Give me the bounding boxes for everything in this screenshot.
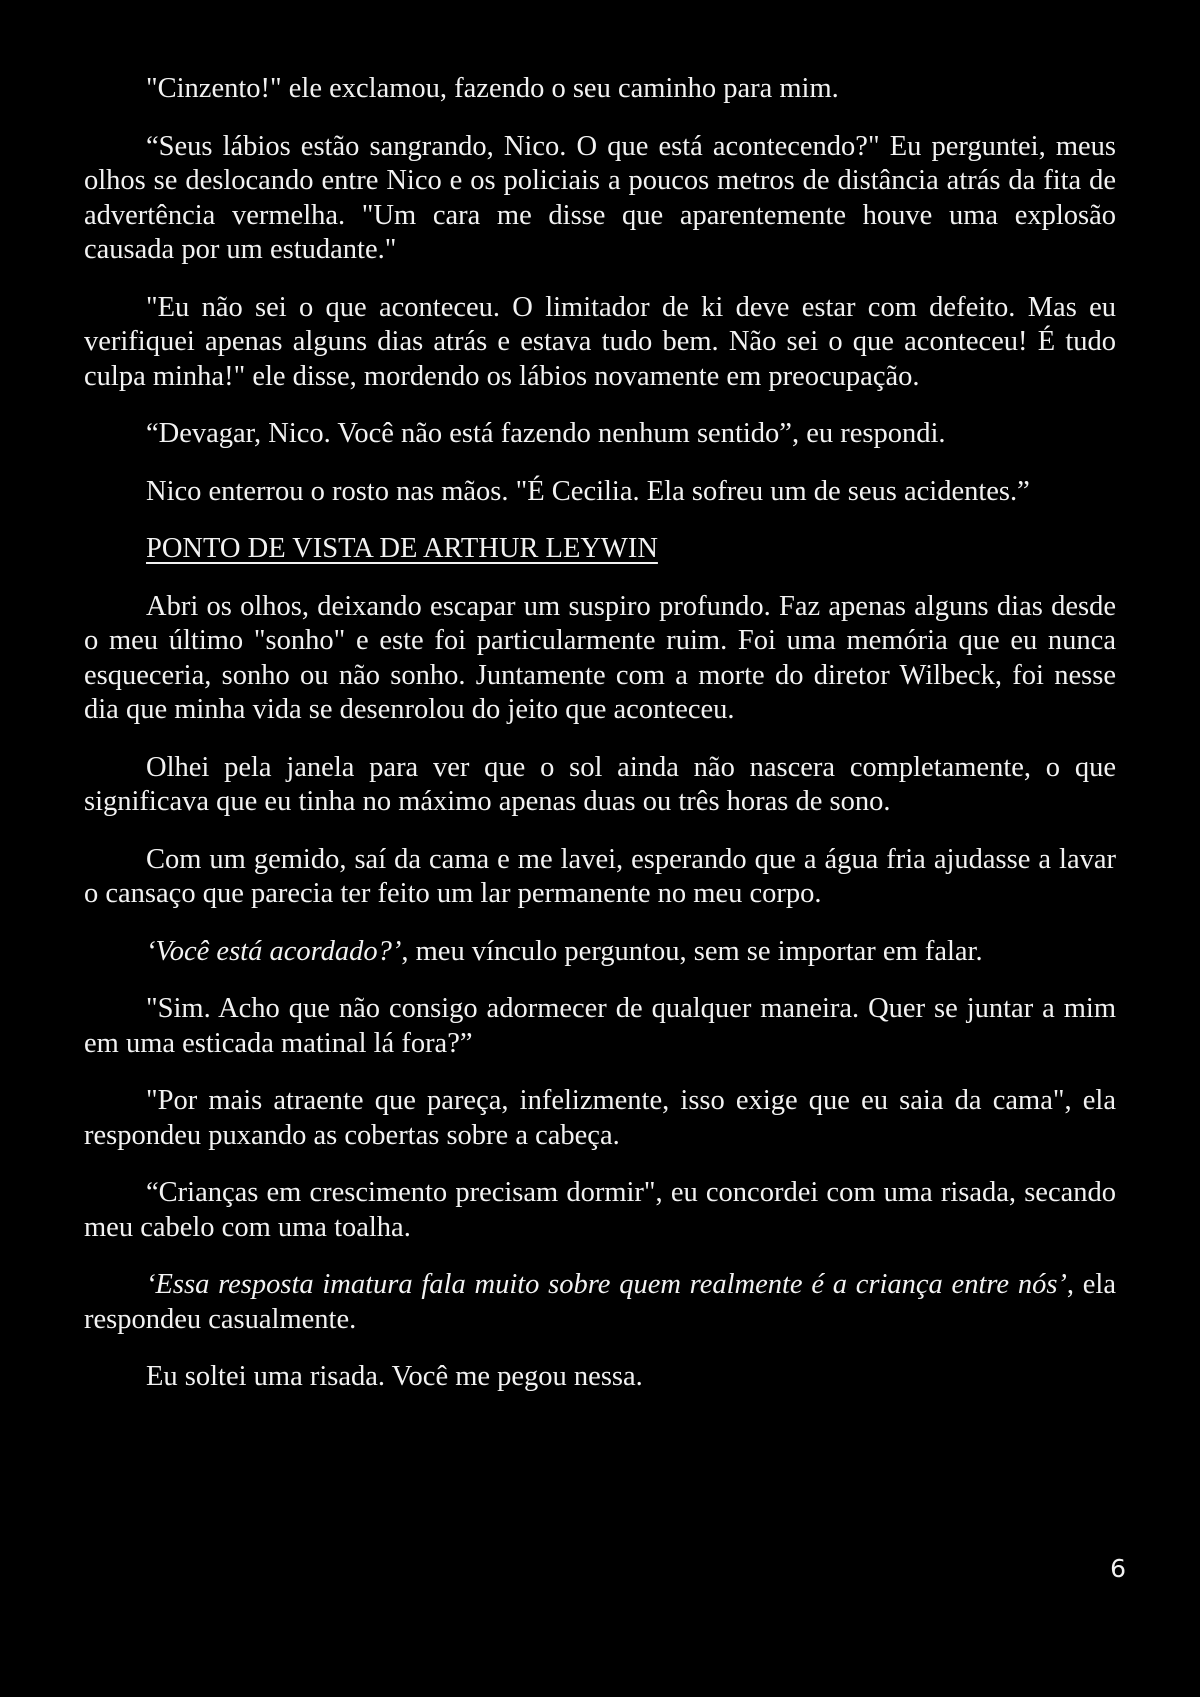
paragraph-1: "Cinzento!" ele exclamou, fazendo o seu caminho para mim. — [146, 73, 839, 104]
paragraph-10: "Sim. Acho que não consigo adormecer de qualquer maneira. Quer se juntar a mim em uma esticada matinal lá fora?” — [84, 993, 1116, 1059]
paragraph-9 — [84, 935, 1116, 970]
document-page — [84, 72, 1116, 1418]
narration-text: , ela respondeu casualmente. — [84, 1269, 1117, 1335]
paragraph-5: Nico enterrou o rosto nas mãos. "É Cecilia. Ela sofreu um de seus acidentes.” — [146, 475, 1030, 507]
telepathy-text: ‘Você está acordado?’ — [146, 935, 402, 967]
page-number: 6 — [1110, 1554, 1126, 1583]
paragraph-11: "Por mais atraente que pareça, infelizmente, isso exige que eu saia da cama", ela respondeu puxando as cobertas sobre a cabeça. — [84, 1085, 1116, 1151]
paragraph-2: “Seus lábios estão sangrando, Nico. O que está acontecendo?" Eu perguntei, meus olhos se deslocando entre Nico e os policiais a poucos metros de distância atrás da fita de advertência vermelha. "Um cara me disse que aparentemente houve uma explosão causada por um estudante." — [84, 130, 1116, 265]
narration-text: , meu vínculo perguntou, sem se importar em falar. — [401, 935, 983, 967]
paragraph-7: Olhei pela janela para ver que o sol ainda não nascera completamente, o que significava que eu tinha no máximo apenas duas ou três horas de sono. — [84, 751, 1116, 817]
paragraph-13 — [84, 1268, 1116, 1337]
paragraph-12: “Crianças em crescimento precisam dormir", eu concordei com uma risada, secando meu cabelo com uma toalha. — [84, 1177, 1116, 1243]
paragraph-3: "Eu não sei o que aconteceu. O limitador de ki deve estar com defeito. Mas eu verifiquei apenas alguns dias atrás e estava tudo bem. Não sei o que aconteceu! É tudo culpa minha!" ele disse, mordendo os lábios novamente em preocupação. — [84, 291, 1116, 392]
paragraph-8: Com um gemido, saí da cama e me lavei, esperando que a água fria ajudasse a lavar o cansaço que parecia ter feito um lar permanente no meu corpo. — [84, 843, 1116, 909]
paragraph-4: “Devagar, Nico. Você não está fazendo nenhum sentido”, eu respondi. — [146, 418, 946, 449]
paragraph-6: Abri os olhos, deixando escapar um suspiro profundo. Faz apenas alguns dias desde o meu último "sonho" e este foi particularmente ruim. Foi uma memória que eu nunca esqueceria, sonho ou não sonho. Juntamente com a morte do diretor Wilbeck, foi nesse dia que minha vida se desenrolou do jeito que aconteceu. — [84, 590, 1116, 725]
telepathy-text: ‘Essa resposta imatura fala muito sobre quem realmente é a criança entre nós’ — [146, 1269, 1067, 1300]
paragraph-14: Eu soltei uma risada. Você me pegou nessa. — [146, 1361, 643, 1392]
section-heading: PONTO DE VISTA DE ARTHUR LEYWIN — [146, 533, 658, 564]
